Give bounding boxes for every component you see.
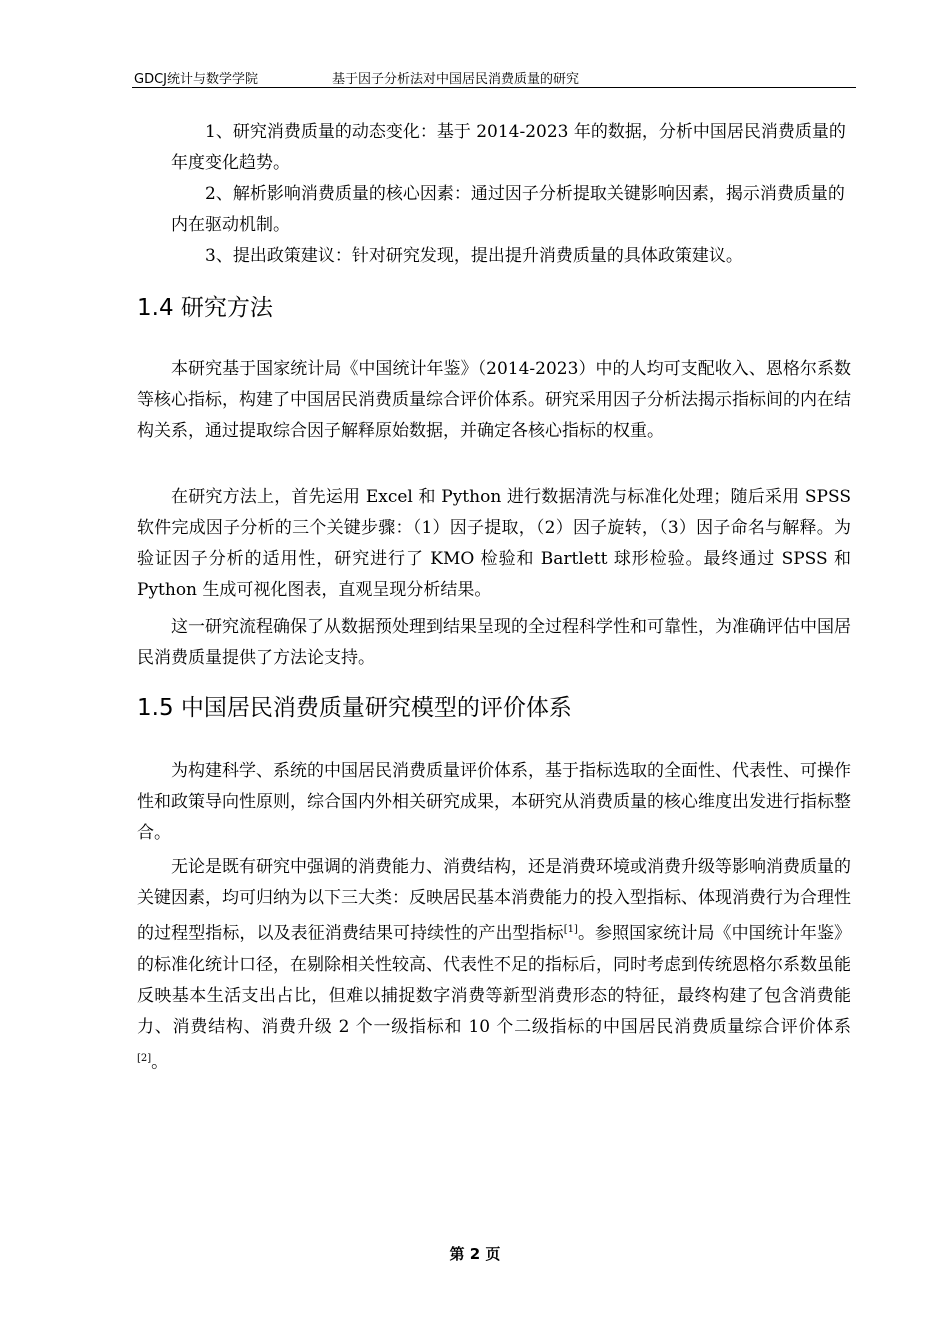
page-header bbox=[134, 68, 856, 88]
system-paragraph-2-part2: 。参照国家统计局《中国统计年鉴》的标准化统计口径，在剔除相关性较高、代表性不足的指标后，同时考虑到传统恩格尔系数虽能反映基本生活支出占比，但难以捕捉数字消费等新型消费形态的特征，最终构建了包含消费能力、消费结构、消费升级 2 个一级指标和 10 个二级指标的中国居民消费质量综合评价体系 bbox=[137, 923, 852, 1037]
header-institution: GDCJ统计与数学学院 bbox=[134, 72, 258, 87]
objective-item-3: 3、提出政策建议：针对研究发现，提出提升消费质量的具体政策建议。 bbox=[205, 246, 743, 266]
section-heading-1-4: 1.4 研究方法 bbox=[137, 295, 273, 321]
system-paragraph-2-end: 。 bbox=[151, 1052, 169, 1073]
system-paragraph-1: 为构建科学、系统的中国居民消费质量评价体系，基于指标选取的全面性、代表性、可操作性和政策导向性原则，综合国内外相关研究成果，本研究从消费质量的核心维度出发进行指标整合。 bbox=[137, 761, 851, 843]
objective-item-1: 1、研究消费质量的动态变化：基于 2014-2023 年的数据，分析中国居民消费质量的年度变化趋势。 bbox=[171, 122, 846, 173]
method-paragraph-1: 本研究基于国家统计局《中国统计年鉴》（2014-2023）中的人均可支配收入、恩格尔系数等核心指标，构建了中国居民消费质量综合评价体系。研究采用因子分析法揭示指标间的内在结构关系，通过提取综合因子解释原始数据，并确定各核心指标的权重。 bbox=[137, 359, 851, 441]
citation-ref-2[interactable]: [2] bbox=[137, 1052, 152, 1064]
citation-ref-1[interactable]: [1] bbox=[563, 924, 578, 935]
page-number: 第 2 页 bbox=[449, 1245, 501, 1263]
objective-item-2: 2、解析影响消费质量的核心因素：通过因子分析提取关键影响因素，揭示消费质量的内在驱动机制。 bbox=[171, 184, 845, 235]
header-title: 基于因子分析法对中国居民消费质量的研究 bbox=[332, 72, 580, 87]
system-paragraph-2-part1: 无论是既有研究中强调的消费能力、消费结构，还是消费环境或消费升级等影响消费质量的关键因素，均可归纳为以下三大类：反映居民基本消费能力的投入型指标、体现消费行为合理性的过程型指标，以及表征消费结果可持续性的产出型指标 bbox=[137, 857, 851, 944]
method-paragraph-3: 这一研究流程确保了从数据预处理到结果呈现的全过程科学性和可靠性，为准确评估中国居民消费质量提供了方法论支持。 bbox=[137, 617, 851, 668]
system-paragraph-2 bbox=[137, 852, 851, 1078]
header-divider bbox=[132, 87, 856, 88]
method-paragraph-2: 在研究方法上，首先运用 Excel 和 Python 进行数据清洗与标准化处理；随后采用 SPSS 软件完成因子分析的三个关键步骤：（1）因子提取，（2）因子旋转，（3）因子命名与解释。为验证因子分析的适用性，研究进行了 KMO 检验和 Bartlett 球形检验。最终通过 SPSS 和 Python 生成可视化图表，直观呈现分析结果。 bbox=[137, 487, 851, 600]
section-heading-1-5: 1.5 中国居民消费质量研究模型的评价体系 bbox=[137, 695, 572, 721]
